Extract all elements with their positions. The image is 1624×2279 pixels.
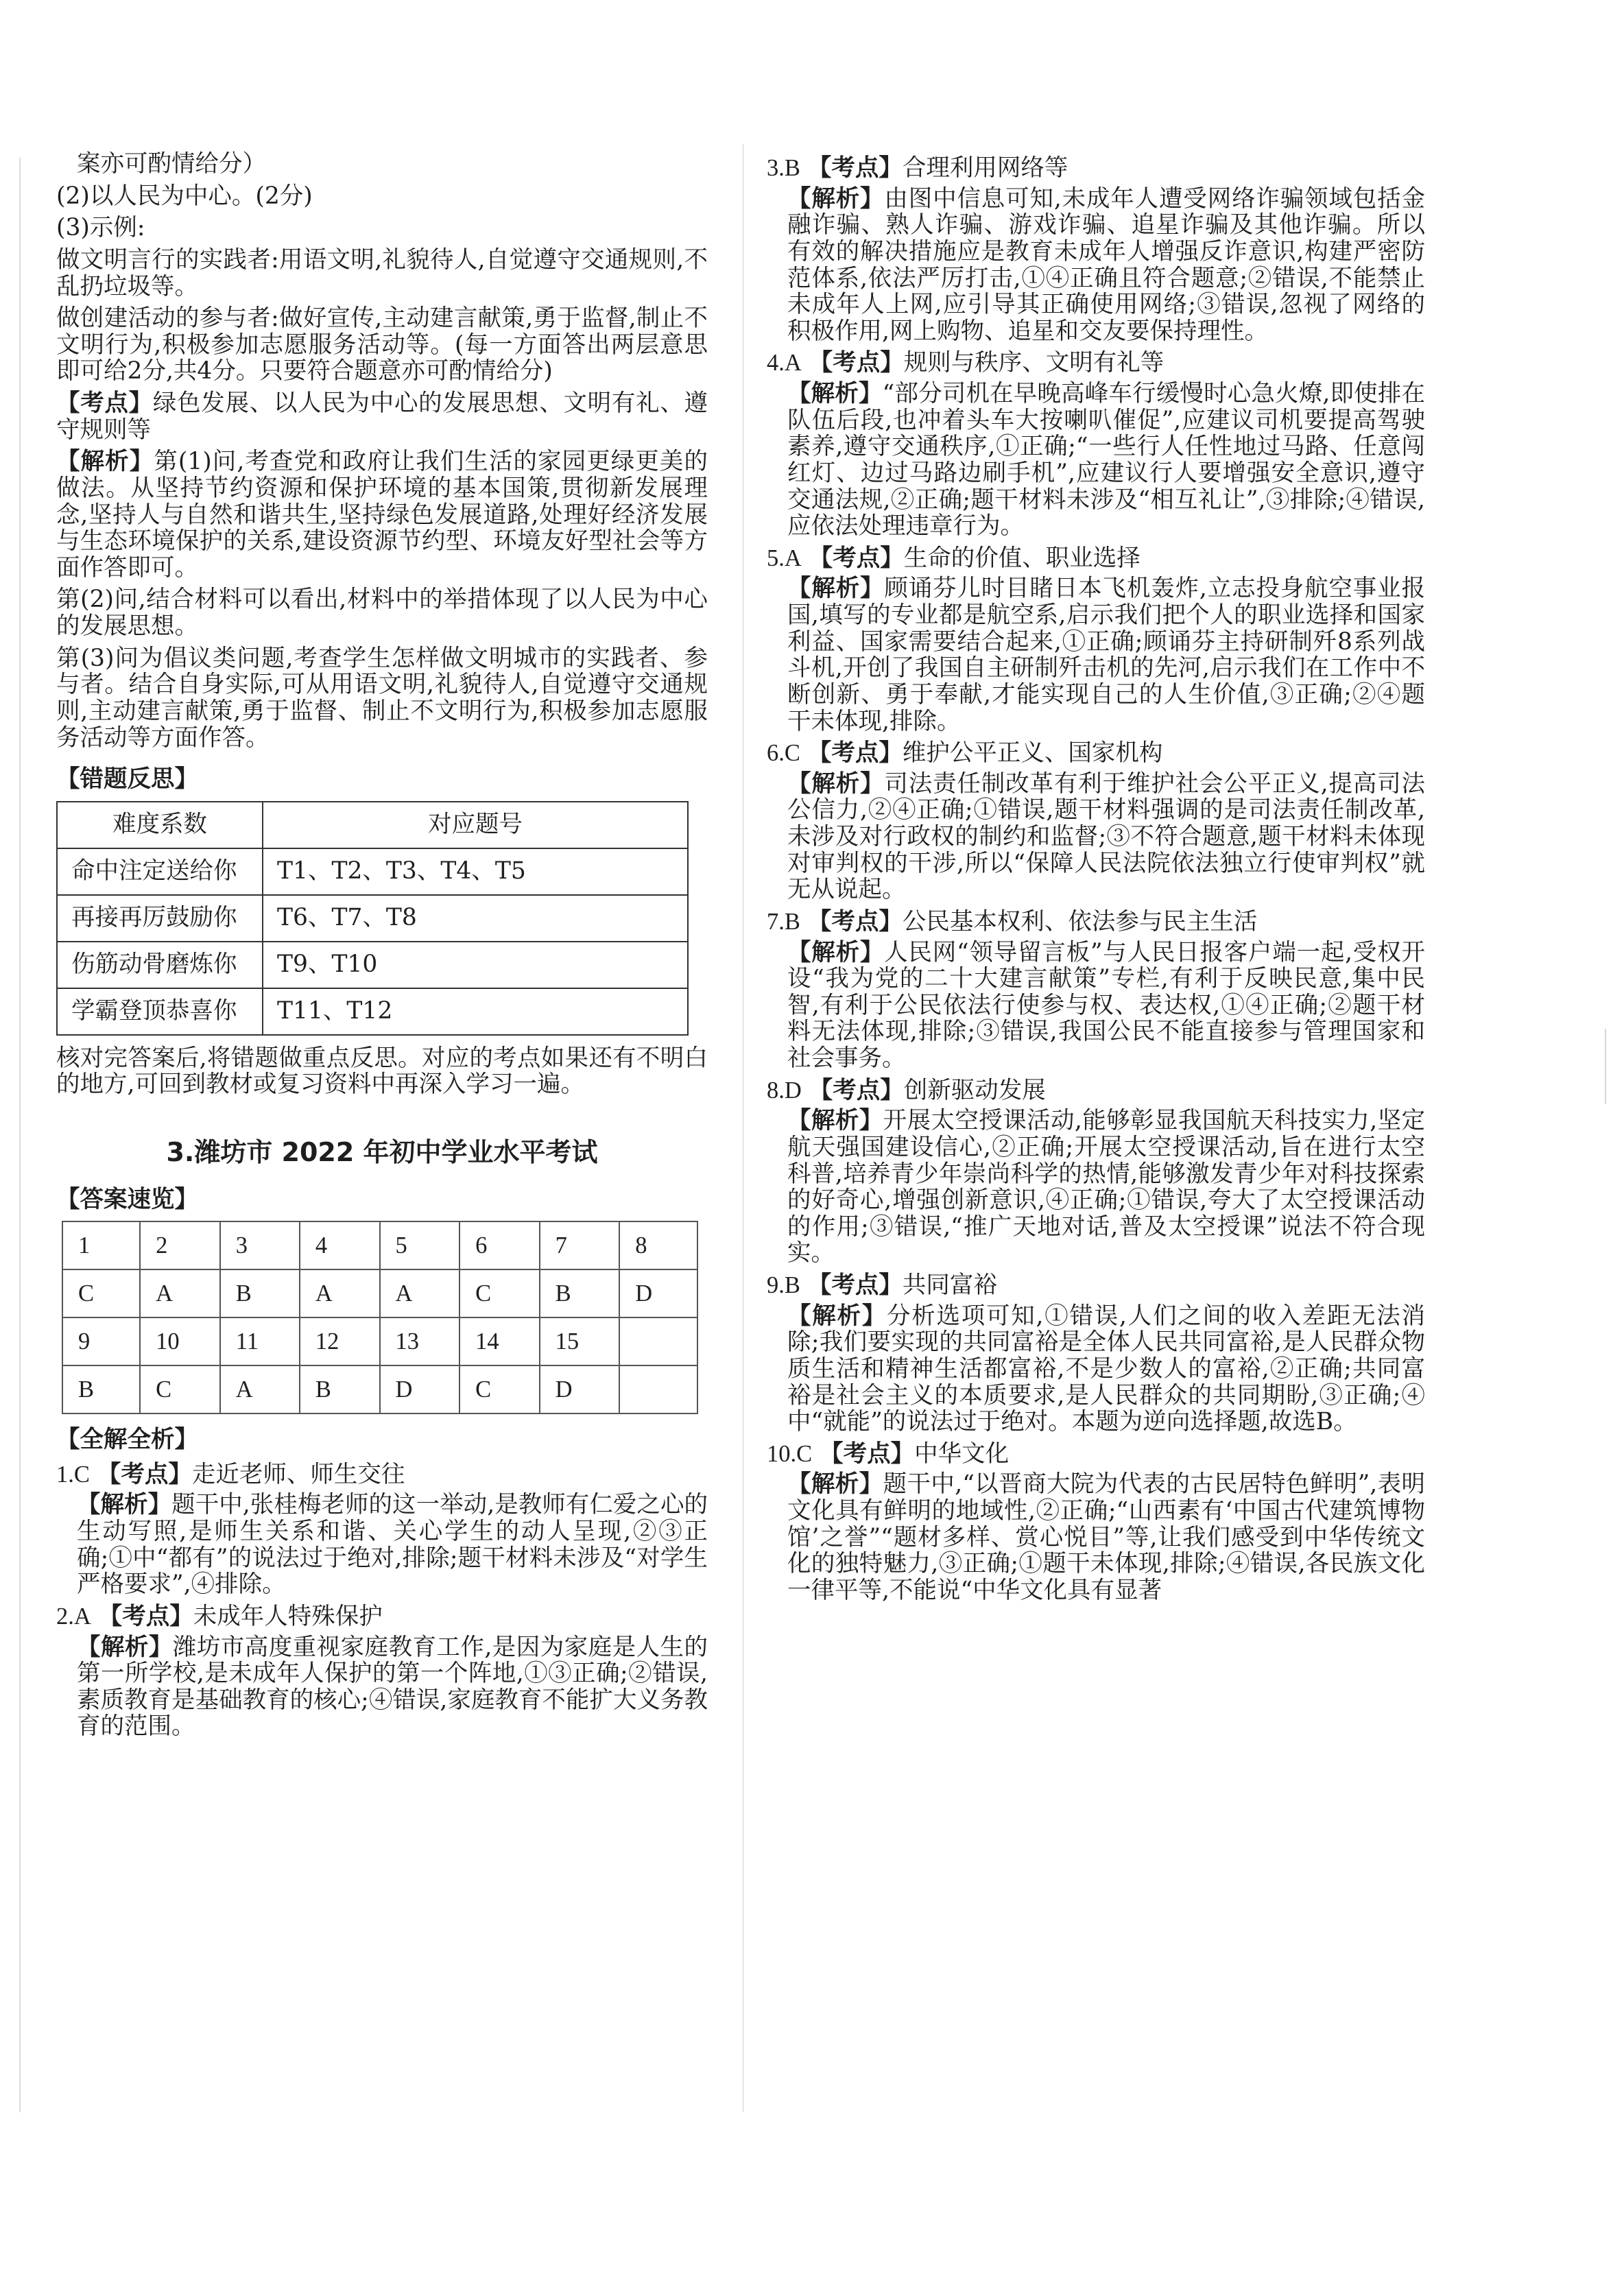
table-cell: B [220,1269,300,1317]
table-cell: D [540,1365,620,1413]
table-row [62,1221,697,1269]
jiexi-text: 司法责任制改革有利于维护社会公平正义,提高司法公信力,②④正确;①错误,题干材料强调的是司法责任制改革,未涉及对行政权的制约和监督;③不符合题意,题干材料未体现对审判权的干涉,所以“保障人民法院依法独立行使审判权”就无从说起。 [787,769,1425,904]
table-cell: B [300,1365,380,1413]
jiexi-text: 题干中,张桂梅老师的这一举动,是教师有仁爱之心的生动写照,是师生关系和谐、关心学生的动人呈现,②③正确;①中“都有”的说法过于绝对,排除;题干材料未涉及“对学生严格要求”,④排除。 [77,1491,708,1599]
question-2-analysis [56,1634,708,1741]
left-column [56,151,708,1745]
jiexi-text: “部分司机在早晚高峰车行缓慢时心急火燎,即使排在队伍后段,也冲着头车大按喇叭催促”,应建议司机要提高驾驶素养,遵守交通秩序,①正确;“一些行人任性地过马路、任意闯红灯、边过马路边刷手机”,应建议行人要增强安全意识,遵守交通法规,②正确;题干材料未涉及“相互礼让”,③排除;④错误,应依法处理违章行为。 [787,380,1425,540]
table-row [62,1317,697,1365]
table-header-row [57,802,688,848]
table-cell: 10 [140,1317,220,1365]
question-10-header [767,1441,1425,1468]
table-cell: D [619,1269,697,1317]
kaodian-label: 【考点】 [809,1076,904,1104]
question-number: 7.B [767,908,800,935]
jiexi-label: 【解析】 [56,448,154,476]
jiexi-label: 【解析】 [787,1302,887,1330]
jiexi-label: 【解析】 [787,184,885,213]
table-cell: B [62,1365,140,1413]
question-number: 2.A [56,1603,91,1630]
jiexi-label: 【解析】 [77,1633,173,1661]
reflection-note: 核对完答案后,将错题做重点反思。对应的考点如果还有不明白的地方,可回到教材或复习资料中再深入学习一遍。 [56,1044,708,1099]
table-cell: 7 [540,1221,620,1269]
question-4-header [767,350,1425,377]
question-6-header [767,740,1425,767]
table-row [62,1365,697,1413]
kaodian-text: 走近老师、师生交往 [191,1460,405,1488]
question-number: 6.C [767,740,800,767]
table-cell: C [140,1365,220,1413]
full-analysis-title: 【全解全析】 [56,1426,198,1454]
table-row [57,988,688,1035]
jiexi-label: 【解析】 [787,380,883,407]
table-cell [619,1365,697,1413]
answer-part-2: (2)以人民为中心。(2分) [56,182,313,210]
question-8-header [767,1077,1425,1104]
table-cell: A [220,1365,300,1413]
table-cell: 12 [300,1317,380,1365]
table-cell: A [380,1269,460,1317]
table-cell: A [140,1269,220,1317]
table-cell: 2 [140,1221,220,1269]
table-cell: T1、T2、T3、T4、T5 [263,848,688,895]
table-cell: 命中注定送给你 [57,848,263,895]
table-cell: 4 [300,1221,380,1269]
page-edge-mark [1605,1029,1606,1104]
table-row [57,942,688,988]
table-cell: 11 [220,1317,300,1365]
table-cell: C [459,1269,540,1317]
jiexi-label: 【解析】 [787,1470,883,1499]
kaodian-label: 【考点】 [807,907,903,935]
table-header-cell: 难度系数 [57,802,263,848]
kaodian-text: 中华文化 [914,1440,1010,1468]
difficulty-table [56,801,689,1036]
question-6-analysis [767,771,1425,903]
question-2-header [56,1603,708,1630]
jiexi-label: 【解析】 [787,575,885,603]
table-cell: 伤筋动骨磨炼你 [57,942,263,988]
question-1-header [56,1461,708,1488]
table-cell: 9 [62,1317,140,1365]
table-cell: T9、T10 [263,942,688,988]
jiexi-text: 分析选项可知,①错误,人们之间的收入差距无法消除;我们要实现的共同富裕是全体人民共同富裕,是人民群众物质生活和精神生活都富裕,不是少数人的富裕,②正确;共同富裕是社会主义的本质要求,是人民群众的共同期盼,③正确;④中“就能”的说法过于绝对。本题为逆向选择题,故选B。 [787,1302,1425,1436]
kaodian-label: 【考点】 [809,349,904,377]
table-cell: A [300,1269,380,1317]
table-row [57,848,688,895]
kaodian-label: 【考点】 [97,1460,192,1488]
page-margin-line [19,158,21,2112]
jiexi-text: 题干中,“以晋商大院为代表的古民居特色鲜明”,表明文化具有鲜明的地域性,②正确;“山西素有‘中国古代建筑博物馆’之誉”“题材多样、赏心悦目”等,让我们感受到中华传统文化的独特魅力,③正确;①题干未体现,排除;④错误,各民族文化一律平等,不能说“中华文化具有显著 [787,1470,1425,1604]
jiexi-text: 开展太空授课活动,能够彰显我国航天科技实力,坚定航天强国建设信心,②正确;开展太空授课活动,旨在进行太空科普,培养青少年崇尚科学的热情,能够激发青少年对科技探索的好奇心,增强创新意识,④正确;①错误,夸大了太空授课活动的作用;③错误,“推广天地对话,普及太空授课”说法不符合现实。 [787,1107,1425,1267]
table-cell: 8 [619,1221,697,1269]
table-cell: 14 [459,1317,540,1365]
table-cell: D [380,1365,460,1413]
kaodian-text: 合理利用网络等 [902,154,1068,182]
question-number: 10.C [767,1440,813,1467]
table-header-cell: 对应题号 [263,802,688,848]
table-row [62,1269,697,1317]
question-10-analysis [767,1471,1425,1603]
kaodian-text: 未成年人特殊保护 [193,1602,383,1630]
question-number: 9.B [767,1272,800,1298]
table-row [57,895,688,942]
table-cell: T6、T7、T8 [263,895,688,942]
kaodian-text: 共同富裕 [902,1272,997,1299]
question-3-analysis [767,186,1425,345]
answer-table [62,1221,698,1414]
table-cell: C [62,1269,140,1317]
question-5-header [767,545,1425,572]
question-number: 4.A [767,350,802,377]
question-8-analysis [767,1108,1425,1267]
answer-part-3-practice: 做文明言行的实践者:用语文明,礼貌待人,自觉遵守交通规则,不乱扔垃圾等。 [56,246,708,300]
kaodian-text: 绿色发展、以人民为中心的发展思想、文明有礼、遵守规则等 [56,390,708,444]
exam-title: 3.潍坊市 2022 年初中学业水平考试 [166,1137,598,1167]
kaodian-label: 【考点】 [56,390,153,417]
answer-part-3-participate: 做创建活动的参与者:做好宣传,主动建言献策,勇于监督,制止不文明行为,积极参加志愿服务活动等。(每一方面答出两层意思即可给2分,共4分。只要符合题意亦可酌情给分) [56,305,708,385]
jiexi-text: 人民网“领导留言板”与人民日报客户端一起,受权开设“我为党的二十大建言献策”专栏,有利于反映民意,集中民智,有利于公民依法行使参与权、表达权,①④正确;②题干材料无法体现,排除;③错误,我国公民不能直接参与管理国家和社会事务。 [787,938,1425,1072]
question-3-header [767,155,1425,182]
jiexi-paragraph-2: 第(2)问,结合材料可以看出,材料中的举措体现了以人民为中心的发展思想。 [56,586,708,640]
table-cell [619,1317,697,1365]
table-cell: 再接再厉鼓励你 [57,895,263,942]
kaodian-text: 规则与秩序、文明有礼等 [903,349,1165,377]
jiexi-label: 【解析】 [787,938,885,966]
question-9-header [767,1272,1425,1299]
table-cell: T11、T12 [263,988,688,1035]
table-cell: 学霸登顶恭喜你 [57,988,263,1035]
kaodian-label: 【考点】 [807,739,903,767]
kaodian-text: 维护公平正义、国家机构 [902,739,1163,767]
kaodian-label: 【考点】 [807,154,903,182]
question-4-analysis [767,381,1425,540]
jiexi-text: 由图中信息可知,未成年人遭受网络诈骗领域包括金融诈骗、熟人诈骗、游戏诈骗、追星诈骗及其他诈骗。所以有效的解决措施应是教育未成年人增强反诈意识,构建严密防范体系,依法严厉打击,①④正确且符合题意;②错误,不能禁止未成年人上网,应引导其正确使用网络;③错误,忽视了网络的积极作用,网上购物、追星和交友要保持理性。 [787,184,1425,345]
table-cell: 1 [62,1221,140,1269]
question-1-analysis [56,1492,708,1598]
jiexi-text: 潍坊市高度重视家庭教育工作,是因为家庭是人生的第一所学校,是未成年人保护的第一个阵地,①③正确;②错误,素质教育是基础教育的核心;④错误,家庭教育不能扩大义务教育的范围。 [77,1633,708,1741]
table-cell: 5 [380,1221,460,1269]
question-5-analysis [767,575,1425,735]
jiexi-text-1: 第(1)问,考查党和政府让我们生活的家园更绿更美的做法。从坚持节约资源和保护环境的基本国策,贯彻新发展理念,坚持人与自然和谐共生,坚持绿色发展道路,处理好经济发展与生态环境保护的关系,建设资源节约型、环境友好型社会等方面作答即可。 [56,448,708,582]
question-number: 8.D [767,1077,802,1103]
kaodian-label: 【考点】 [98,1602,193,1630]
table-cell: C [459,1365,540,1413]
continued-text-1: 案亦可酌情给分） [77,150,266,178]
table-cell: 6 [459,1221,540,1269]
question-7-header [767,909,1425,935]
kaodian-label: 【考点】 [809,544,904,572]
reflection-title: 【错题反思】 [56,765,198,794]
table-cell: 13 [380,1317,460,1365]
kaodian-text: 创新驱动发展 [903,1076,1046,1104]
question-number: 1.C [56,1461,90,1488]
kaodian-text: 公民基本权利、依法参与民主生活 [902,907,1258,935]
question-7-analysis [767,940,1425,1072]
jiexi-paragraph-3: 第(3)问为倡议类问题,考查学生怎样做文明城市的实践者、参与者。结合自身实际,可从用语文明,礼貌待人,自觉遵守交通规则,主动建言献策,勇于监督、制止不文明行为,积极参加志愿服务活动等方面作答。 [56,644,708,752]
table-cell: 3 [220,1221,300,1269]
kaodian-paragraph [56,390,708,443]
jiexi-paragraph-1 [56,449,708,581]
answer-part-3-label: (3)示例: [56,214,145,242]
jiexi-label: 【解析】 [77,1491,172,1519]
question-number: 3.B [767,155,800,181]
jiexi-label: 【解析】 [787,769,885,798]
jiexi-label: 【解析】 [787,1107,883,1135]
jiexi-text: 顾诵芬儿时目睹日本飞机轰炸,立志投身航空事业报国,填写的专业都是航空系,启示我们把个人的职业选择和国家利益、国家需要结合起来,①正确;顾诵芬主持研制歼8系列战斗机,开创了我国自主研制歼击机的先河,启示我们在工作中不断创新、勇于奉献,才能实现自己的人生价值,③正确;②④题干未体现,排除。 [787,575,1425,735]
question-number: 5.A [767,545,802,571]
kaodian-label: 【考点】 [807,1272,903,1299]
answer-overview-title: 【答案速览】 [56,1185,198,1213]
table-cell: 15 [540,1317,620,1365]
table-cell: B [540,1269,620,1317]
right-column [767,151,1425,1610]
kaodian-label: 【考点】 [820,1440,915,1468]
question-9-analysis [767,1303,1425,1435]
kaodian-text: 生命的价值、职业选择 [903,544,1141,572]
